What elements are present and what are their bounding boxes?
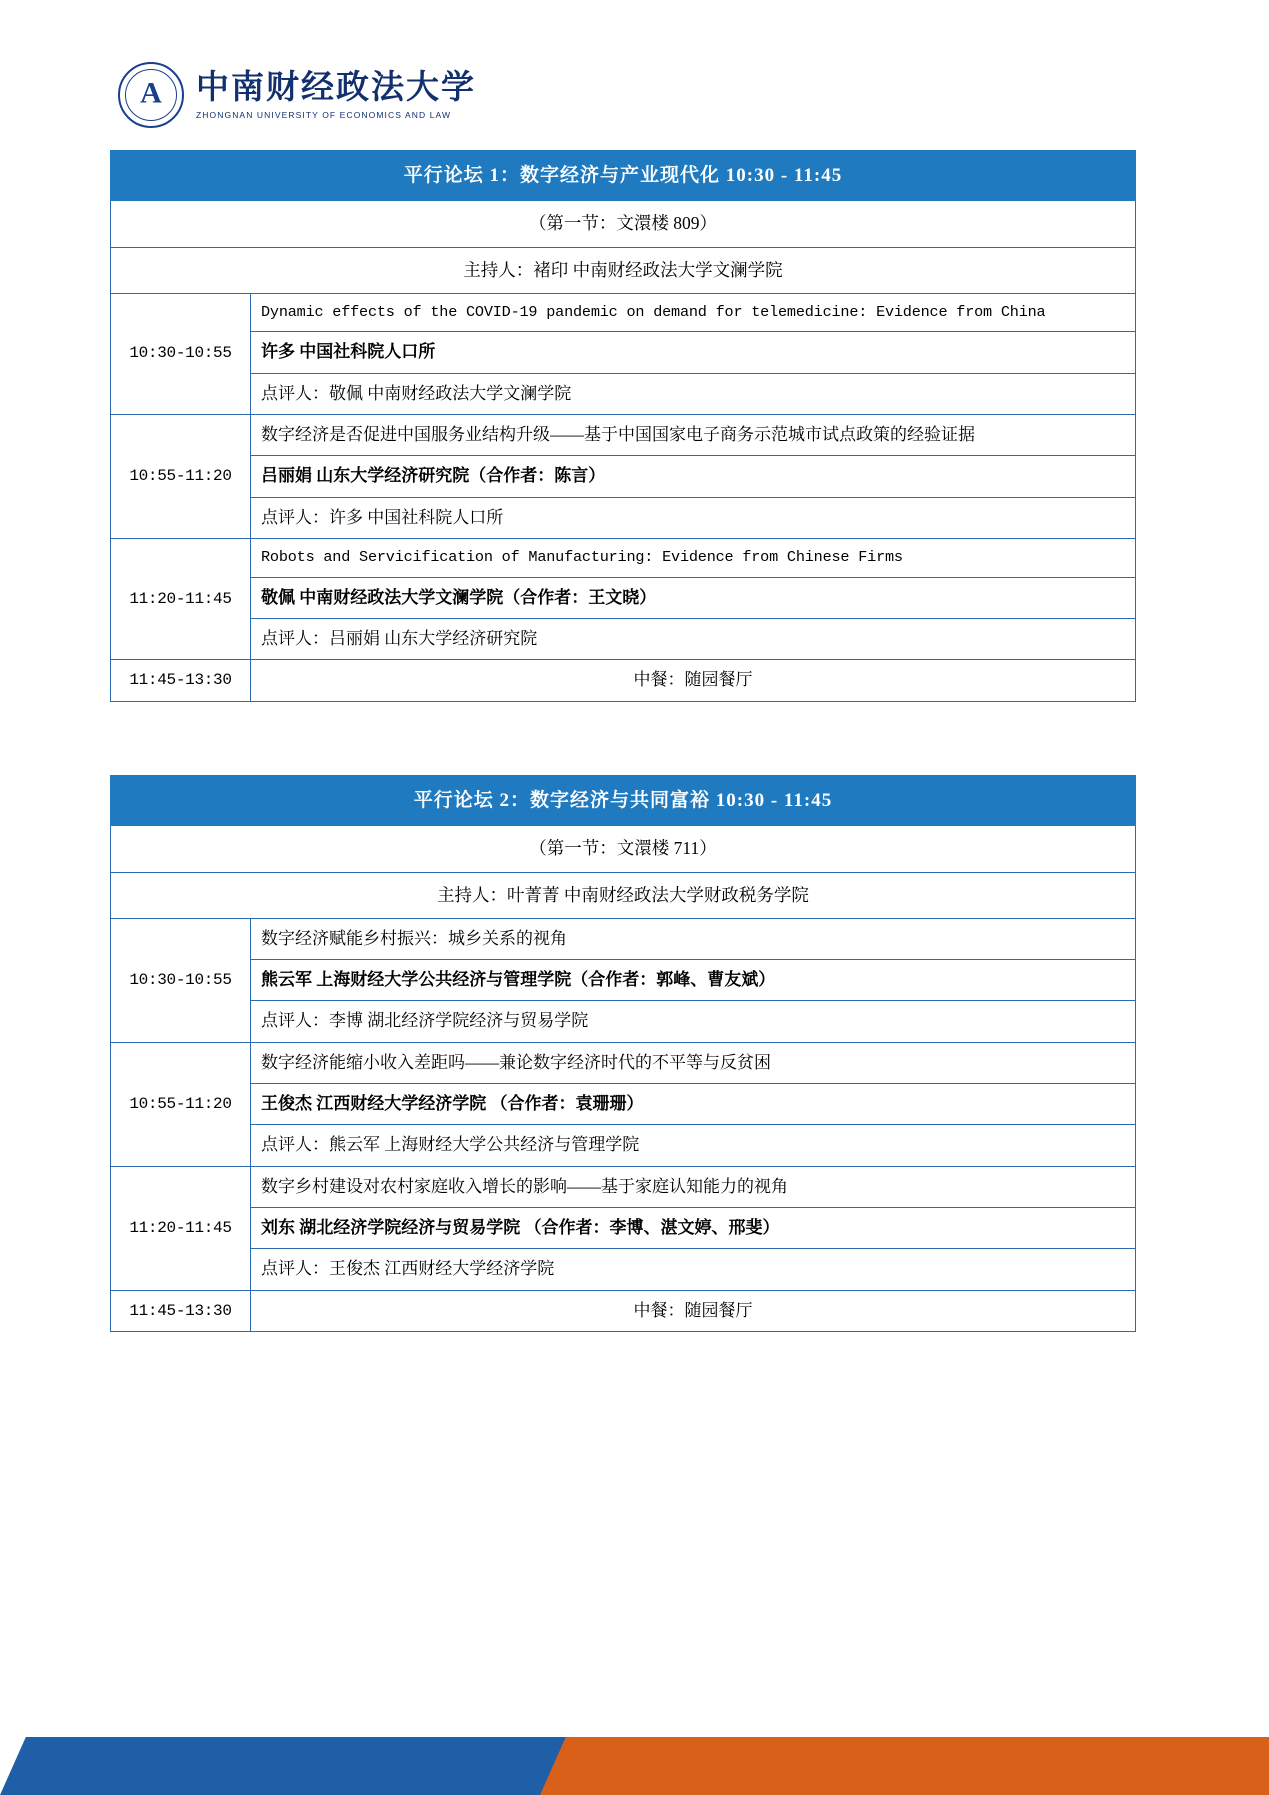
table-row	[111, 1001, 1136, 1042]
table-row	[111, 373, 1136, 414]
table-row	[111, 538, 1136, 577]
table-row	[111, 414, 1136, 455]
forum-host: 主持人：叶菁菁 中南财经政法大学财政税务学院	[111, 872, 1136, 918]
forum-host-row	[111, 247, 1136, 293]
paper-title: 数字乡村建设对农村家庭收入增长的影响——基于家庭认知能力的视角	[251, 1166, 1136, 1207]
lunch-row	[111, 660, 1136, 701]
table-row	[111, 1249, 1136, 1290]
forum-title: 平行论坛 2：数字经济与共同富裕 10:30 - 11:45	[111, 776, 1136, 826]
logo-text	[196, 70, 476, 121]
table-row	[111, 456, 1136, 497]
paper-title: Robots and Servicification of Manufacturing: Evidence from Chinese Firms	[251, 538, 1136, 577]
lunch-row	[111, 1290, 1136, 1331]
lunch-label: 中餐：随园餐厅	[251, 660, 1136, 701]
session-time: 10:30-10:55	[111, 918, 251, 1042]
forum-title-row	[111, 776, 1136, 826]
discussant: 点评人：李博 湖北经济学院经济与贸易学院	[251, 1001, 1136, 1042]
seal-letter: A	[140, 76, 162, 110]
paper-title: 数字经济能缩小收入差距吗——兼论数字经济时代的不平等与反贫困	[251, 1042, 1136, 1083]
lunch-label: 中餐：随园餐厅	[251, 1290, 1136, 1331]
table-row	[111, 960, 1136, 1001]
forum-title-row	[111, 151, 1136, 201]
paper-title: 数字经济赋能乡村振兴：城乡关系的视角	[251, 918, 1136, 959]
table-row	[111, 918, 1136, 959]
lunch-time: 11:45-13:30	[111, 1290, 251, 1331]
forum-host: 主持人：褚印 中南财经政法大学文澜学院	[111, 247, 1136, 293]
session-time: 11:20-11:45	[111, 538, 251, 659]
presenter: 王俊杰 江西财经大学经济学院 （合作者：袁珊珊）	[251, 1084, 1136, 1125]
lunch-time: 11:45-13:30	[111, 660, 251, 701]
forum-host-row	[111, 872, 1136, 918]
forum-venue: （第一节：文澴楼 809）	[111, 201, 1136, 247]
table-row	[111, 577, 1136, 618]
forum-venue: （第一节：文澴楼 711）	[111, 826, 1136, 872]
table-row	[111, 293, 1136, 332]
forum-table-1	[110, 150, 1136, 702]
forum-venue-row	[111, 201, 1136, 247]
session-time: 10:55-11:20	[111, 414, 251, 538]
presenter: 吕丽娟 山东大学经济研究院（合作者：陈言）	[251, 456, 1136, 497]
session-time: 11:20-11:45	[111, 1166, 251, 1290]
table-row	[111, 618, 1136, 659]
table-row	[111, 332, 1136, 373]
paper-title: Dynamic effects of the COVID-19 pandemic on demand for telemedicine: Evidence from China	[251, 293, 1136, 332]
presenter: 许多 中国社科院人口所	[251, 332, 1136, 373]
footer-bar-orange	[540, 1737, 1269, 1795]
university-logo	[118, 62, 476, 128]
discussant: 点评人：敬佩 中南财经政法大学文澜学院	[251, 373, 1136, 414]
session-time: 10:55-11:20	[111, 1042, 251, 1166]
university-name-cn: 中南财经政法大学	[196, 69, 476, 106]
footer-decoration	[0, 1680, 1269, 1795]
presenter: 熊云军 上海财经大学公共经济与管理学院（合作者：郭峰、曹友斌）	[251, 960, 1136, 1001]
table-row	[111, 1084, 1136, 1125]
discussant: 点评人：许多 中国社科院人口所	[251, 497, 1136, 538]
table-row	[111, 1166, 1136, 1207]
session-time: 10:30-10:55	[111, 293, 251, 414]
forum-venue-row	[111, 826, 1136, 872]
table-row	[111, 497, 1136, 538]
university-name-en: ZHONGNAN UNIVERSITY OF ECONOMICS AND LAW	[196, 110, 452, 121]
discussant: 点评人：熊云军 上海财经大学公共经济与管理学院	[251, 1125, 1136, 1166]
university-seal-icon	[118, 62, 184, 128]
paper-title: 数字经济是否促进中国服务业结构升级——基于中国国家电子商务示范城市试点政策的经验证据	[251, 414, 1136, 455]
table-row	[111, 1125, 1136, 1166]
presenter: 刘东 湖北经济学院经济与贸易学院 （合作者：李博、湛文婷、邢斐）	[251, 1208, 1136, 1249]
presenter: 敬佩 中南财经政法大学文澜学院（合作者：王文晓）	[251, 577, 1136, 618]
table-row	[111, 1042, 1136, 1083]
table-row	[111, 1208, 1136, 1249]
discussant: 点评人：王俊杰 江西财经大学经济学院	[251, 1249, 1136, 1290]
discussant: 点评人：吕丽娟 山东大学经济研究院	[251, 618, 1136, 659]
forum-table-2	[110, 775, 1136, 1332]
forum-title: 平行论坛 1：数字经济与产业现代化 10:30 - 11:45	[111, 151, 1136, 201]
